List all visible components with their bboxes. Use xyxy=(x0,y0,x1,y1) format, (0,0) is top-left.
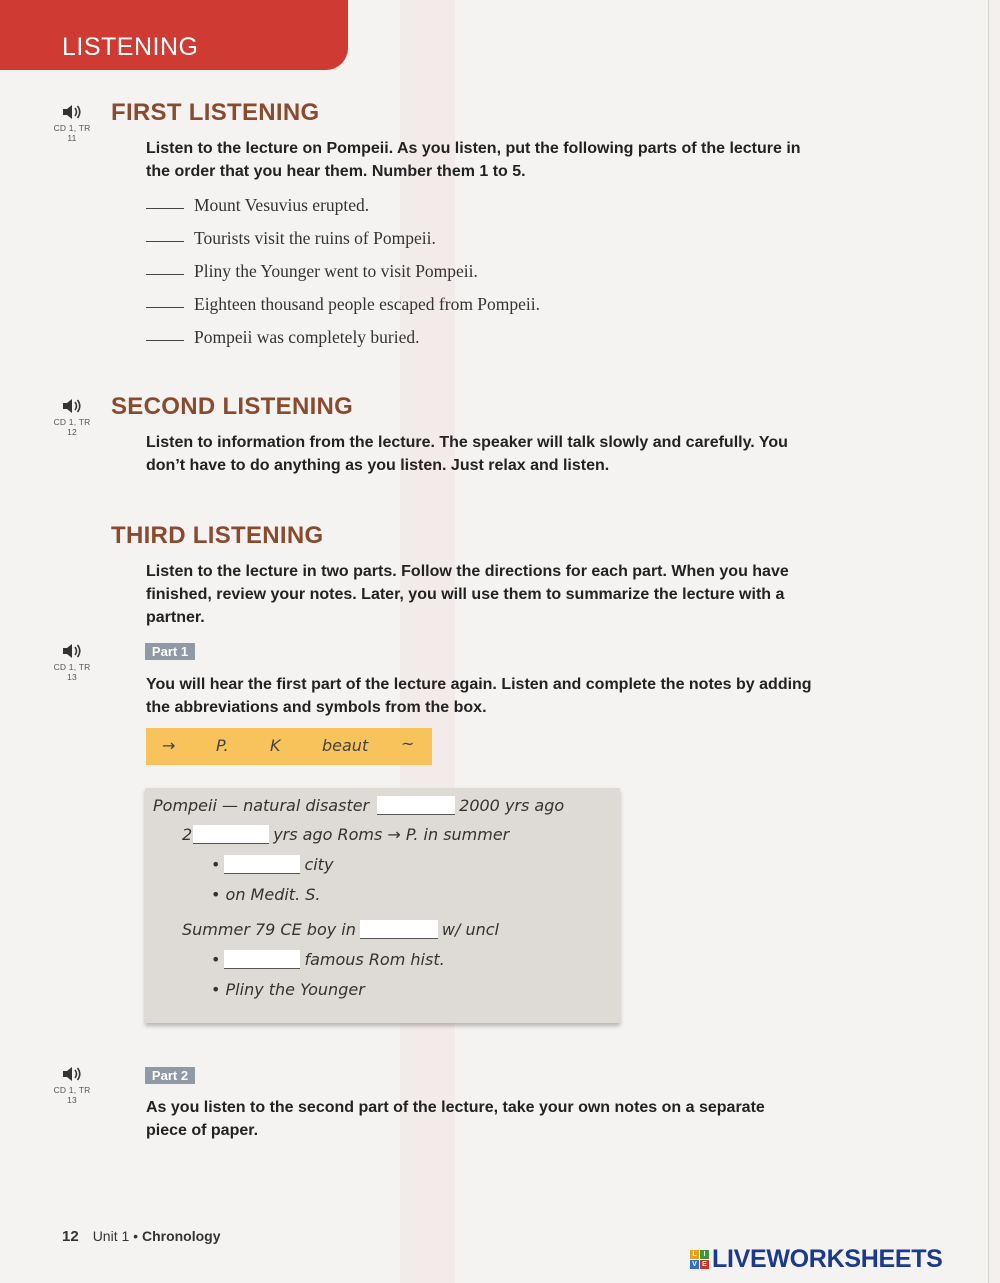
audio-track-part1[interactable] xyxy=(48,643,96,682)
speaker-icon xyxy=(62,643,82,659)
cd-track-label: CD 1, TR 13 xyxy=(53,1085,91,1105)
order-item-text: Mount Vesuvius erupted. xyxy=(194,195,370,215)
symbol-k: K xyxy=(270,736,281,755)
page-shading xyxy=(400,0,455,1283)
answer-blank[interactable] xyxy=(146,340,184,341)
page-number: 12 xyxy=(62,1228,79,1245)
order-item-text: Eighteen thousand people escaped from Pompeii. xyxy=(194,294,541,314)
symbol-p: P. xyxy=(216,736,229,755)
audio-track-first[interactable] xyxy=(48,104,96,143)
first-listening-instruction: Listen to the lecture on Pompeii. As you listen, put the following parts of the lecture in the order that you hear them. Number them 1 to 5. xyxy=(146,140,801,180)
second-listening-heading: SECOND LISTENING xyxy=(111,393,354,420)
cd-track-label: CD 1, TR 13 xyxy=(53,662,91,682)
notes-line: • famous Rom hist. xyxy=(211,950,445,969)
section-banner xyxy=(0,0,348,70)
symbol-box xyxy=(146,728,432,765)
unit-label: Unit 1 xyxy=(92,1228,130,1244)
third-listening-heading: THIRD LISTENING xyxy=(111,522,324,549)
notes-line: • on Medit. S. xyxy=(211,885,321,904)
part1-instruction: You will hear the first part of the lecture again. Listen and complete the notes by adding the abbreviations and symbols from the box. xyxy=(146,676,812,716)
notes-blank-input[interactable] xyxy=(360,920,438,939)
notes-line: • Pliny the Younger xyxy=(211,980,365,999)
notes-line: 2 yrs ago Roms → P. in summer xyxy=(182,825,510,844)
speaker-icon xyxy=(62,104,82,120)
order-item xyxy=(146,228,436,249)
order-item xyxy=(146,294,540,315)
symbol-arrow: → xyxy=(162,736,176,755)
cd-track-label: CD 1, TR 11 xyxy=(53,123,91,143)
part1-tag: Part 1 xyxy=(145,643,195,660)
liveworksheets-logo-icon: L I V E xyxy=(690,1250,709,1269)
speaker-icon xyxy=(62,398,82,414)
section-banner-label: LISTENING xyxy=(62,33,199,61)
page-footer: 12 Unit 1 • Chronology xyxy=(62,1228,221,1245)
notes-card xyxy=(145,788,620,1023)
speaker-icon xyxy=(62,1066,82,1082)
answer-blank[interactable] xyxy=(146,241,184,242)
order-item-text: Pliny the Younger went to visit Pompeii. xyxy=(194,261,478,281)
first-listening-heading: FIRST LISTENING xyxy=(111,99,320,126)
answer-blank[interactable] xyxy=(146,307,184,308)
notes-line: Pompeii — natural disaster 2000 yrs ago xyxy=(153,796,565,815)
brand-wordmark: LIVEWORKSHEETS xyxy=(712,1244,943,1273)
symbol-tilde: ~ xyxy=(401,734,415,753)
second-listening-instruction: Listen to information from the lecture. The speaker will talk slowly and carefully. You don’t have to do anything as you listen. Just relax and listen. xyxy=(146,434,788,474)
order-item xyxy=(146,195,369,216)
notes-blank-input[interactable] xyxy=(193,825,269,844)
answer-blank[interactable] xyxy=(146,274,184,275)
cd-track-label: CD 1, TR 12 xyxy=(53,417,91,437)
order-item xyxy=(146,261,478,282)
third-listening-instruction: Listen to the lecture in two parts. Follow the directions for each part. When you have finished, review your notes. Later, you will use them to summarize the lecture with a partner. xyxy=(146,563,789,626)
symbol-beaut: beaut xyxy=(322,736,369,755)
part2-tag: Part 2 xyxy=(145,1067,195,1084)
order-item xyxy=(146,327,420,348)
part2-instruction: As you listen to the second part of the lecture, take your own notes on a separate piece of paper. xyxy=(146,1099,765,1139)
answer-blank[interactable] xyxy=(146,208,184,209)
liveworksheets-brand xyxy=(690,1243,943,1275)
audio-track-second[interactable] xyxy=(48,398,96,437)
notes-line: Summer 79 CE boy in w/ uncl xyxy=(182,920,499,939)
notes-blank-input[interactable] xyxy=(377,796,455,815)
chapter-label: Chronology xyxy=(141,1228,221,1244)
notes-blank-input[interactable] xyxy=(224,855,300,874)
order-item-text: Tourists visit the ruins of Pompeii. xyxy=(194,228,436,248)
notes-blank-input[interactable] xyxy=(224,950,300,969)
order-item-text: Pompeii was completely buried. xyxy=(194,327,420,347)
notes-line: • city xyxy=(211,855,334,874)
audio-track-part2[interactable] xyxy=(48,1066,96,1105)
